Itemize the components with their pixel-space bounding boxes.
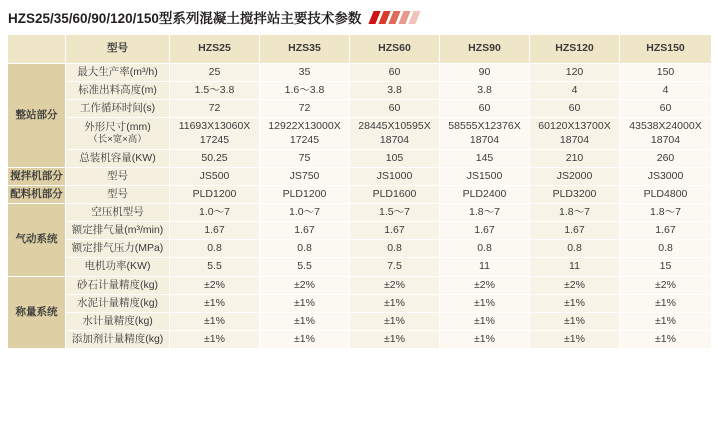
value-cell: 1.5～7 (350, 204, 440, 222)
value-cell: ±1% (350, 330, 440, 348)
value-line: 17245 (289, 133, 320, 146)
value-cell: ±1% (620, 330, 712, 348)
value-cell: 60 (350, 100, 440, 118)
value-cell: ±1% (260, 294, 350, 312)
value-cell: 1.0～7 (170, 204, 260, 222)
value-cell: 75 (260, 149, 350, 167)
row-label-sub: （长×宽×高） (88, 134, 147, 146)
model-column-header: HZS120 (530, 35, 620, 64)
table-row (8, 258, 712, 276)
table-row (8, 330, 712, 348)
value-cell: PLD1600 (350, 185, 440, 203)
row-label-cell: 空压机型号 (66, 204, 170, 222)
value-cell: PLD4800 (620, 185, 712, 203)
row-label-cell: 添加剂计量精度(kg) (66, 330, 170, 348)
value-cell: ±2% (260, 276, 350, 294)
value-cell: 60 (440, 100, 530, 118)
row-label-cell: 水计量精度(kg) (66, 312, 170, 330)
value-cell: 1.67 (170, 222, 260, 240)
value-cell: PLD1200 (170, 185, 260, 203)
row-label-cell: 电机功率(KW) (66, 258, 170, 276)
model-column-header: HZS25 (170, 35, 260, 64)
row-label-cell: 额定排气压力(MPa) (66, 240, 170, 258)
table-header-row (8, 35, 712, 64)
page-header (0, 0, 718, 34)
specifications-table (7, 34, 712, 349)
value-cell: 1.6～3.8 (260, 82, 350, 100)
table-row (8, 312, 712, 330)
model-column-header: HZS90 (440, 35, 530, 64)
row-label-cell: 型号 (66, 167, 170, 185)
value-cell: JS500 (170, 167, 260, 185)
value-cell: 1.8～7 (530, 204, 620, 222)
value-cell: ±2% (440, 276, 530, 294)
row-label-cell (66, 118, 170, 149)
value-cell: 3.8 (440, 82, 530, 100)
value-cell: 210 (530, 149, 620, 167)
value-cell: 72 (260, 100, 350, 118)
value-cell: 1.67 (620, 222, 712, 240)
value-line: 11693X13060X (178, 120, 251, 133)
decorative-slashes (371, 11, 418, 24)
value-cell: 35 (260, 64, 350, 82)
value-cell: 50.25 (170, 149, 260, 167)
value-cell: ±1% (170, 330, 260, 348)
value-cell: 1.8～7 (440, 204, 530, 222)
value-cell: ±2% (350, 276, 440, 294)
value-cell: ±1% (620, 294, 712, 312)
value-cell: 60 (620, 100, 712, 118)
row-label-cell: 砂石计量精度(kg) (66, 276, 170, 294)
section-label-cell: 整站部分 (8, 64, 66, 168)
value-cell (530, 118, 620, 149)
value-cell: 0.8 (530, 240, 620, 258)
value-line: 17245 (199, 133, 230, 146)
row-label-cell: 工作循环时间(s) (66, 100, 170, 118)
section-label-cell: 称量系统 (8, 276, 66, 349)
table-row (8, 149, 712, 167)
value-cell: 7.5 (350, 258, 440, 276)
value-cell: ±1% (170, 294, 260, 312)
value-cell: 0.8 (350, 240, 440, 258)
table-row (8, 82, 712, 100)
value-cell: ±1% (260, 330, 350, 348)
model-header-cell: 型号 (66, 35, 170, 64)
value-line: 28445X10595X (358, 120, 431, 133)
value-cell: 0.8 (170, 240, 260, 258)
value-cell: ±1% (440, 312, 530, 330)
table-row (8, 204, 712, 222)
model-column-header: HZS35 (260, 35, 350, 64)
page-title: HZS25/35/60/90/120/150型系列混凝土搅拌站主要技术参数 (8, 11, 362, 26)
value-cell: 120 (530, 64, 620, 82)
value-line: 18704 (559, 133, 590, 146)
value-cell: PLD2400 (440, 185, 530, 203)
row-label-cell: 型号 (66, 185, 170, 203)
value-cell (170, 118, 260, 149)
section-label-cell: 气动系统 (8, 204, 66, 277)
value-cell: 260 (620, 149, 712, 167)
value-cell: 11 (440, 258, 530, 276)
value-cell: 3.8 (350, 82, 440, 100)
value-cell: PLD1200 (260, 185, 350, 203)
value-cell (620, 118, 712, 149)
value-cell: JS3000 (620, 167, 712, 185)
value-cell: ±1% (620, 312, 712, 330)
table-row (8, 167, 712, 185)
value-cell: JS2000 (530, 167, 620, 185)
value-cell: 145 (440, 149, 530, 167)
value-cell: ±1% (260, 312, 350, 330)
value-cell: ±1% (440, 294, 530, 312)
value-cell: 1.67 (350, 222, 440, 240)
value-line: 60120X13700X (538, 120, 611, 133)
slash-icon (409, 11, 421, 24)
value-cell: 1.8～7 (620, 204, 712, 222)
value-cell: 60 (530, 100, 620, 118)
section-label-cell: 搅拌机部分 (8, 167, 66, 185)
value-cell: 0.8 (260, 240, 350, 258)
value-line: 43538X24000X (629, 120, 702, 133)
table-row (8, 240, 712, 258)
value-cell: 0.8 (620, 240, 712, 258)
value-cell: 1.67 (260, 222, 350, 240)
value-cell (440, 118, 530, 149)
section-label-cell: 配料机部分 (8, 185, 66, 203)
value-cell: JS750 (260, 167, 350, 185)
value-cell: 1.67 (530, 222, 620, 240)
value-cell: 25 (170, 64, 260, 82)
value-cell: 0.8 (440, 240, 530, 258)
value-cell: 11 (530, 258, 620, 276)
row-label-cell: 最大生产率(m³/h) (66, 64, 170, 82)
value-cell: 90 (440, 64, 530, 82)
value-cell: JS1000 (350, 167, 440, 185)
value-cell: ±1% (350, 312, 440, 330)
value-cell: ±1% (350, 294, 440, 312)
value-cell: JS1500 (440, 167, 530, 185)
value-line: 58555X12376X (448, 120, 521, 133)
value-cell: ±1% (530, 294, 620, 312)
value-line: 18704 (469, 133, 500, 146)
value-cell: ±1% (440, 330, 530, 348)
value-cell (350, 118, 440, 149)
value-cell: 4 (530, 82, 620, 100)
value-cell: ±1% (530, 312, 620, 330)
value-cell: 1.0～7 (260, 204, 350, 222)
value-cell: 15 (620, 258, 712, 276)
table-row (8, 64, 712, 82)
value-cell (260, 118, 350, 149)
row-label-cell: 水泥计量精度(kg) (66, 294, 170, 312)
value-cell: 5.5 (260, 258, 350, 276)
value-cell: 150 (620, 64, 712, 82)
table-row (8, 118, 712, 149)
value-cell: 1.67 (440, 222, 530, 240)
value-cell: 72 (170, 100, 260, 118)
value-cell: ±2% (530, 276, 620, 294)
value-cell: ±1% (530, 330, 620, 348)
value-cell: ±2% (170, 276, 260, 294)
model-column-header: HZS60 (350, 35, 440, 64)
table-row (8, 294, 712, 312)
value-cell: 105 (350, 149, 440, 167)
row-label-cell: 标准出料高度(m) (66, 82, 170, 100)
value-cell: 1.5～3.8 (170, 82, 260, 100)
table-corner-cell (8, 35, 66, 64)
table-row (8, 276, 712, 294)
value-line: 12922X13000X (268, 120, 341, 133)
value-cell: 5.5 (170, 258, 260, 276)
table-row (8, 100, 712, 118)
row-label-cell: 额定排气量(m³/min) (66, 222, 170, 240)
value-line: 18704 (650, 133, 681, 146)
value-cell: 4 (620, 82, 712, 100)
table-row (8, 185, 712, 203)
value-cell: ±2% (620, 276, 712, 294)
value-cell: PLD3200 (530, 185, 620, 203)
model-column-header: HZS150 (620, 35, 712, 64)
value-line: 18704 (379, 133, 410, 146)
row-label-main: 外形尺寸(mm) (84, 121, 151, 133)
row-label-cell: 总装机容量(KW) (66, 149, 170, 167)
value-cell: 60 (350, 64, 440, 82)
value-cell: ±1% (170, 312, 260, 330)
table-row (8, 222, 712, 240)
